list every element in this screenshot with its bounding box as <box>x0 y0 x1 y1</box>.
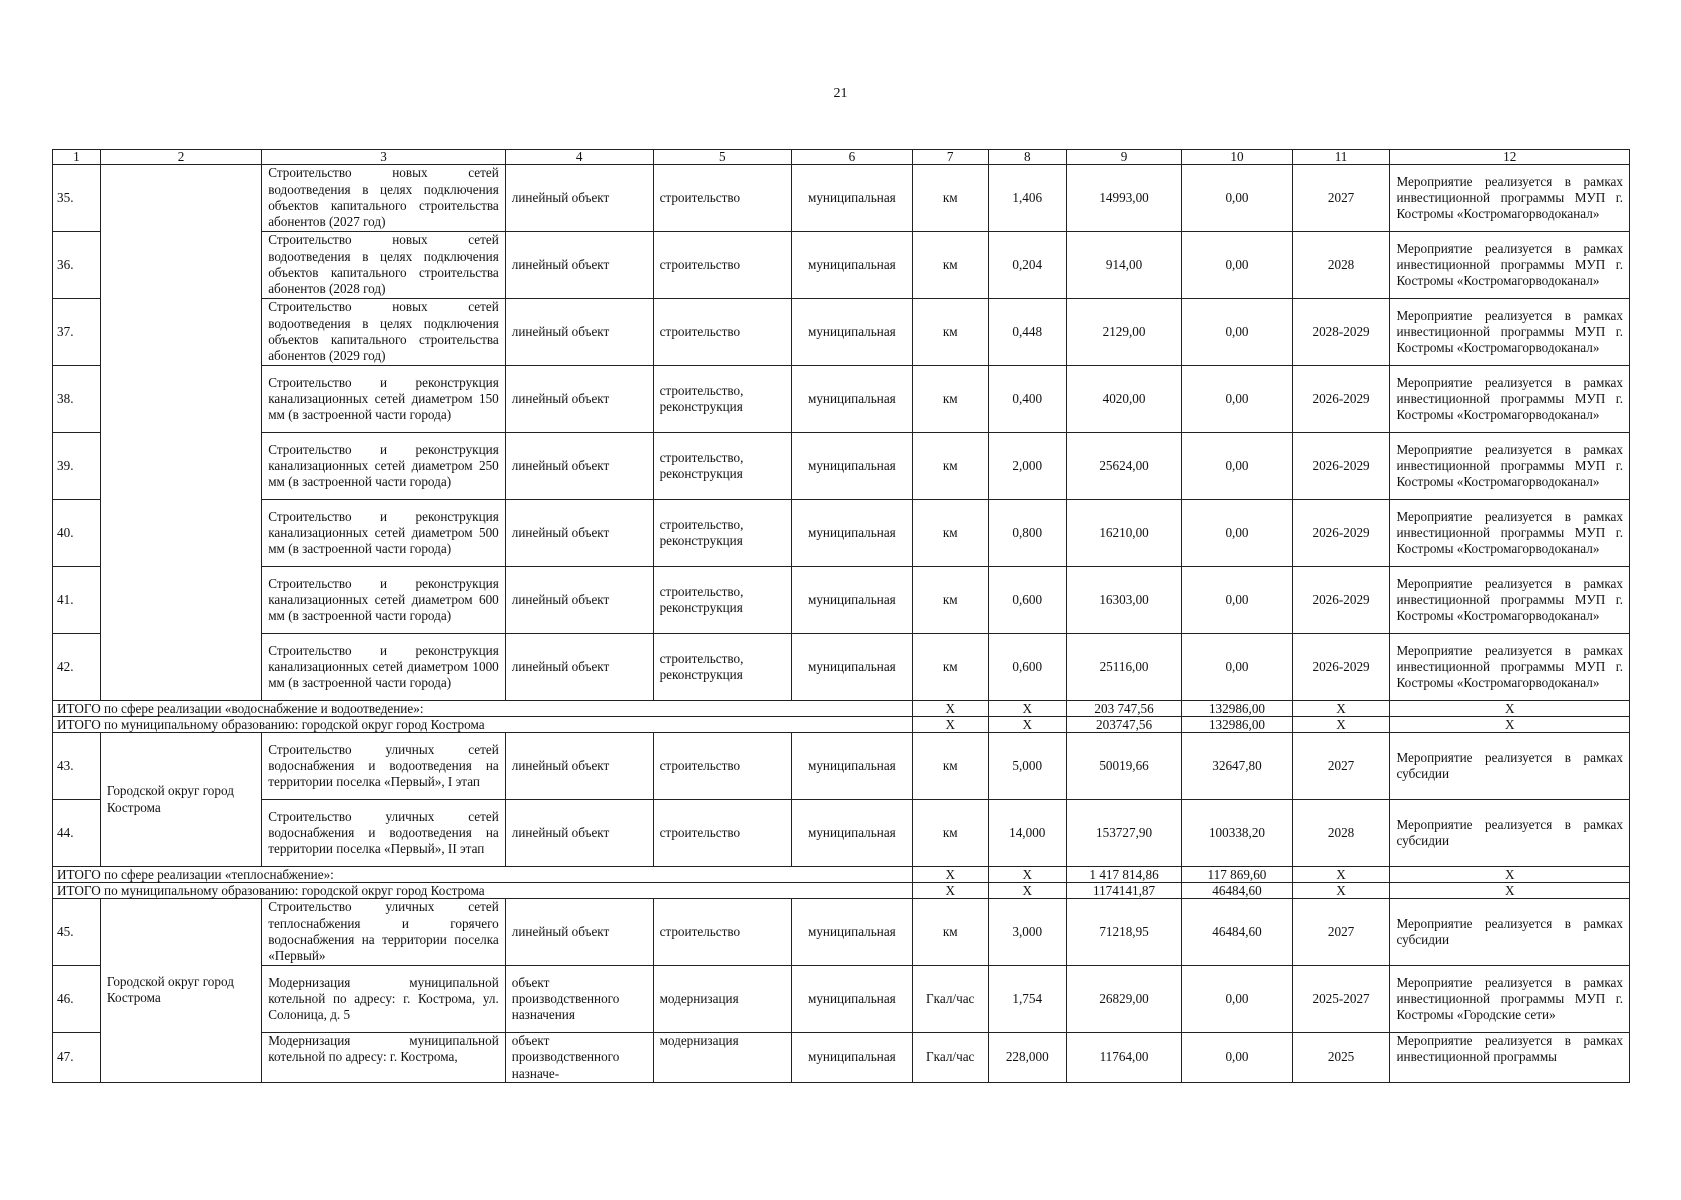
note: Мероприятие реализуется в рамках субсидии <box>1390 733 1630 800</box>
measure-name: Строительство новых сетей водоотведения в целях подключения объектов капитального строительства абонентов (2028 год) <box>262 232 506 299</box>
cost-value: 4020,00 <box>1066 366 1182 433</box>
unit: км <box>912 500 988 567</box>
ownership: муниципальная <box>792 433 913 500</box>
work-type: строительство, реконструкция <box>653 634 791 701</box>
total-value: X <box>1390 701 1630 717</box>
measure-name: Строительство и реконструкция канализационных сетей диаметром 1000 мм (в застроенной части города) <box>262 634 506 701</box>
ownership: муниципальная <box>792 899 913 966</box>
total-value: X <box>1292 701 1390 717</box>
year-range: 2025-2027 <box>1292 966 1390 1033</box>
total-value: X <box>1292 867 1390 883</box>
row-number: 41. <box>53 567 101 634</box>
work-type: строительство <box>653 232 791 299</box>
column-header: 7 <box>912 150 988 165</box>
table-row <box>53 366 1630 433</box>
row-number: 40. <box>53 500 101 567</box>
unit: км <box>912 567 988 634</box>
row-number: 45. <box>53 899 101 966</box>
measure-name: Строительство уличных сетей теплоснабжения и горячего водоснабжения на территории поселка «Первый» <box>262 899 506 966</box>
note: Мероприятие реализуется в рамках инвестиционной программы МУП г. Костромы «Костромагорводоканал» <box>1390 165 1630 232</box>
funding-value: 0,00 <box>1182 1033 1292 1083</box>
funding-value: 0,00 <box>1182 567 1292 634</box>
table-row <box>53 165 1630 232</box>
table-row <box>53 634 1630 701</box>
total-value: X <box>912 717 988 733</box>
table-row <box>53 433 1630 500</box>
unit: км <box>912 634 988 701</box>
funding-value: 32647,80 <box>1182 733 1292 800</box>
funding-value: 0,00 <box>1182 299 1292 366</box>
year-range: 2026-2029 <box>1292 567 1390 634</box>
total-value: X <box>988 701 1066 717</box>
quantity: 228,000 <box>988 1033 1066 1083</box>
work-type: модернизация <box>653 1033 791 1083</box>
column-header: 5 <box>653 150 791 165</box>
quantity: 14,000 <box>988 800 1066 867</box>
work-type: строительство <box>653 800 791 867</box>
total-value: 132986,00 <box>1182 717 1292 733</box>
total-value: X <box>1390 717 1630 733</box>
total-value: X <box>988 883 1066 899</box>
ownership: муниципальная <box>792 800 913 867</box>
cost-value: 16303,00 <box>1066 567 1182 634</box>
note: Мероприятие реализуется в рамках инвестиционной программы МУП г. Костромы «Костромагорводоканал» <box>1390 634 1630 701</box>
measure-name: Модернизация муниципальной котельной по адресу: г. Кострома, <box>262 1033 506 1083</box>
row-number: 38. <box>53 366 101 433</box>
work-type: модернизация <box>653 966 791 1033</box>
work-type: строительство <box>653 733 791 800</box>
total-value: X <box>912 883 988 899</box>
total-row <box>53 883 1630 899</box>
funding-value: 100338,20 <box>1182 800 1292 867</box>
total-value: X <box>912 701 988 717</box>
total-row <box>53 701 1630 717</box>
year-range: 2027 <box>1292 165 1390 232</box>
table-row <box>53 966 1630 1033</box>
note: Мероприятие реализуется в рамках инвестиционной программы МУП г. Костромы «Костромагорводоканал» <box>1390 567 1630 634</box>
funding-value: 0,00 <box>1182 500 1292 567</box>
unit: км <box>912 433 988 500</box>
funding-value: 0,00 <box>1182 165 1292 232</box>
note: Мероприятие реализуется в рамках инвестиционной программы МУП г. Костромы «Костромагорводоканал» <box>1390 299 1630 366</box>
table-row <box>53 1033 1630 1083</box>
total-value: X <box>1292 717 1390 733</box>
total-value: 203 747,56 <box>1066 701 1182 717</box>
work-type: строительство, реконструкция <box>653 366 791 433</box>
ownership: муниципальная <box>792 299 913 366</box>
quantity: 0,600 <box>988 634 1066 701</box>
cost-value: 2129,00 <box>1066 299 1182 366</box>
year-range: 2026-2029 <box>1292 366 1390 433</box>
table-row <box>53 899 1630 966</box>
total-label: ИТОГО по муниципальному образованию: городской округ город Кострома <box>53 883 913 899</box>
cost-value: 16210,00 <box>1066 500 1182 567</box>
ownership: муниципальная <box>792 567 913 634</box>
cost-value: 25624,00 <box>1066 433 1182 500</box>
total-value: X <box>988 867 1066 883</box>
cost-value: 914,00 <box>1066 232 1182 299</box>
unit: км <box>912 165 988 232</box>
total-label: ИТОГО по сфере реализации «теплоснабжение»: <box>53 867 913 883</box>
measure-name: Строительство и реконструкция канализационных сетей диаметром 250 мм (в застроенной части города) <box>262 433 506 500</box>
column-header: 1 <box>53 150 101 165</box>
work-type: строительство, реконструкция <box>653 433 791 500</box>
unit: км <box>912 299 988 366</box>
column-header: 2 <box>100 150 261 165</box>
ownership: муниципальная <box>792 634 913 701</box>
year-range: 2026-2029 <box>1292 634 1390 701</box>
row-number: 36. <box>53 232 101 299</box>
column-header: 8 <box>988 150 1066 165</box>
table-row <box>53 733 1630 800</box>
total-value: 203747,56 <box>1066 717 1182 733</box>
total-row <box>53 717 1630 733</box>
funding-value: 46484,60 <box>1182 899 1292 966</box>
note: Мероприятие реализуется в рамках инвестиционной программы МУП г. Костромы «Костромагорводоканал» <box>1390 433 1630 500</box>
note: Мероприятие реализуется в рамках инвестиционной программы <box>1390 1033 1630 1083</box>
cost-value: 71218,95 <box>1066 899 1182 966</box>
header-row <box>53 150 1630 165</box>
quantity: 0,400 <box>988 366 1066 433</box>
group-cell: Городской округ город Кострома <box>100 899 261 1083</box>
year-range: 2028 <box>1292 800 1390 867</box>
object-type: объект производственного назначе- <box>505 1033 653 1083</box>
unit: км <box>912 800 988 867</box>
row-number: 42. <box>53 634 101 701</box>
object-type: линейный объект <box>505 800 653 867</box>
quantity: 0,448 <box>988 299 1066 366</box>
table-row <box>53 500 1630 567</box>
note: Мероприятие реализуется в рамках субсидии <box>1390 899 1630 966</box>
column-header: 6 <box>792 150 913 165</box>
measure-name: Строительство и реконструкция канализационных сетей диаметром 150 мм (в застроенной части города) <box>262 366 506 433</box>
quantity: 0,800 <box>988 500 1066 567</box>
cost-value: 25116,00 <box>1066 634 1182 701</box>
unit: км <box>912 232 988 299</box>
note: Мероприятие реализуется в рамках субсидии <box>1390 800 1630 867</box>
total-value: 117 869,60 <box>1182 867 1292 883</box>
column-header: 4 <box>505 150 653 165</box>
table-row <box>53 232 1630 299</box>
funding-value: 0,00 <box>1182 966 1292 1033</box>
table-row <box>53 800 1630 867</box>
year-range: 2025 <box>1292 1033 1390 1083</box>
measure-name: Строительство новых сетей водоотведения в целях подключения объектов капитального строительства абонентов (2029 год) <box>262 299 506 366</box>
quantity: 5,000 <box>988 733 1066 800</box>
ownership: муниципальная <box>792 733 913 800</box>
year-range: 2027 <box>1292 899 1390 966</box>
measure-name: Модернизация муниципальной котельной по адресу: г. Кострома, ул. Солоница, д. 5 <box>262 966 506 1033</box>
ownership: муниципальная <box>792 966 913 1033</box>
total-value: X <box>1292 883 1390 899</box>
quantity: 0,600 <box>988 567 1066 634</box>
note: Мероприятие реализуется в рамках инвестиционной программы МУП г. Костромы «Костромагорводоканал» <box>1390 366 1630 433</box>
total-value: X <box>1390 867 1630 883</box>
funding-value: 0,00 <box>1182 634 1292 701</box>
column-header: 11 <box>1292 150 1390 165</box>
object-type: линейный объект <box>505 433 653 500</box>
note: Мероприятие реализуется в рамках инвестиционной программы МУП г. Костромы «Костромагорводоканал» <box>1390 500 1630 567</box>
ownership: муниципальная <box>792 232 913 299</box>
total-label: ИТОГО по муниципальному образованию: городской округ город Кострома <box>53 717 913 733</box>
work-type: строительство, реконструкция <box>653 567 791 634</box>
row-number: 47. <box>53 1033 101 1083</box>
total-value: X <box>912 867 988 883</box>
measure-name: Строительство новых сетей водоотведения в целях подключения объектов капитального строительства абонентов (2027 год) <box>262 165 506 232</box>
funding-value: 0,00 <box>1182 232 1292 299</box>
object-type: линейный объект <box>505 634 653 701</box>
measures-table <box>52 149 1630 1083</box>
column-header: 12 <box>1390 150 1630 165</box>
object-type: линейный объект <box>505 299 653 366</box>
unit: км <box>912 733 988 800</box>
measure-name: Строительство и реконструкция канализационных сетей диаметром 500 мм (в застроенной части города) <box>262 500 506 567</box>
total-value: 46484,60 <box>1182 883 1292 899</box>
row-number: 43. <box>53 733 101 800</box>
group-cell: Городской округ город Кострома <box>100 733 261 867</box>
funding-value: 0,00 <box>1182 366 1292 433</box>
row-number: 35. <box>53 165 101 232</box>
object-type: линейный объект <box>505 500 653 567</box>
object-type: линейный объект <box>505 366 653 433</box>
column-header: 3 <box>262 150 506 165</box>
work-type: строительство <box>653 165 791 232</box>
object-type: линейный объект <box>505 232 653 299</box>
total-value: 1174141,87 <box>1066 883 1182 899</box>
work-type: строительство <box>653 299 791 366</box>
note: Мероприятие реализуется в рамках инвестиционной программы МУП г. Костромы «Городские сети» <box>1390 966 1630 1033</box>
year-range: 2027 <box>1292 733 1390 800</box>
cost-value: 50019,66 <box>1066 733 1182 800</box>
ownership: муниципальная <box>792 1033 913 1083</box>
ownership: муниципальная <box>792 165 913 232</box>
total-label: ИТОГО по сфере реализации «водоснабжение и водоотведение»: <box>53 701 913 717</box>
column-header: 9 <box>1066 150 1182 165</box>
object-type: объект производственного назначения <box>505 966 653 1033</box>
quantity: 3,000 <box>988 899 1066 966</box>
cost-value: 153727,90 <box>1066 800 1182 867</box>
quantity: 0,204 <box>988 232 1066 299</box>
ownership: муниципальная <box>792 366 913 433</box>
work-type: строительство, реконструкция <box>653 500 791 567</box>
column-header: 10 <box>1182 150 1292 165</box>
object-type: линейный объект <box>505 899 653 966</box>
funding-value: 0,00 <box>1182 433 1292 500</box>
ownership: муниципальная <box>792 500 913 567</box>
object-type: линейный объект <box>505 733 653 800</box>
table-row <box>53 567 1630 634</box>
unit: км <box>912 899 988 966</box>
note: Мероприятие реализуется в рамках инвестиционной программы МУП г. Костромы «Костромагорводоканал» <box>1390 232 1630 299</box>
measure-name: Строительство уличных сетей водоснабжения и водоотведения на территории поселка «Первый», I этап <box>262 733 506 800</box>
unit: Гкал/час <box>912 966 988 1033</box>
unit: км <box>912 366 988 433</box>
row-number: 46. <box>53 966 101 1033</box>
cost-value: 11764,00 <box>1066 1033 1182 1083</box>
cost-value: 26829,00 <box>1066 966 1182 1033</box>
table-row <box>53 299 1630 366</box>
total-value: X <box>988 717 1066 733</box>
year-range: 2028 <box>1292 232 1390 299</box>
group-cell <box>100 165 261 701</box>
quantity: 1,406 <box>988 165 1066 232</box>
row-number: 37. <box>53 299 101 366</box>
total-value: X <box>1390 883 1630 899</box>
quantity: 1,754 <box>988 966 1066 1033</box>
page-number: 21 <box>833 86 848 101</box>
measure-name: Строительство и реконструкция канализационных сетей диаметром 600 мм (в застроенной части города) <box>262 567 506 634</box>
year-range: 2026-2029 <box>1292 433 1390 500</box>
cost-value: 14993,00 <box>1066 165 1182 232</box>
row-number: 39. <box>53 433 101 500</box>
year-range: 2028-2029 <box>1292 299 1390 366</box>
year-range: 2026-2029 <box>1292 500 1390 567</box>
unit: Гкал/час <box>912 1033 988 1083</box>
total-row <box>53 867 1630 883</box>
total-value: 1 417 814,86 <box>1066 867 1182 883</box>
quantity: 2,000 <box>988 433 1066 500</box>
object-type: линейный объект <box>505 567 653 634</box>
object-type: линейный объект <box>505 165 653 232</box>
work-type: строительство <box>653 899 791 966</box>
row-number: 44. <box>53 800 101 867</box>
total-value: 132986,00 <box>1182 701 1292 717</box>
measure-name: Строительство уличных сетей водоснабжения и водоотведения на территории поселка «Первый», II этап <box>262 800 506 867</box>
